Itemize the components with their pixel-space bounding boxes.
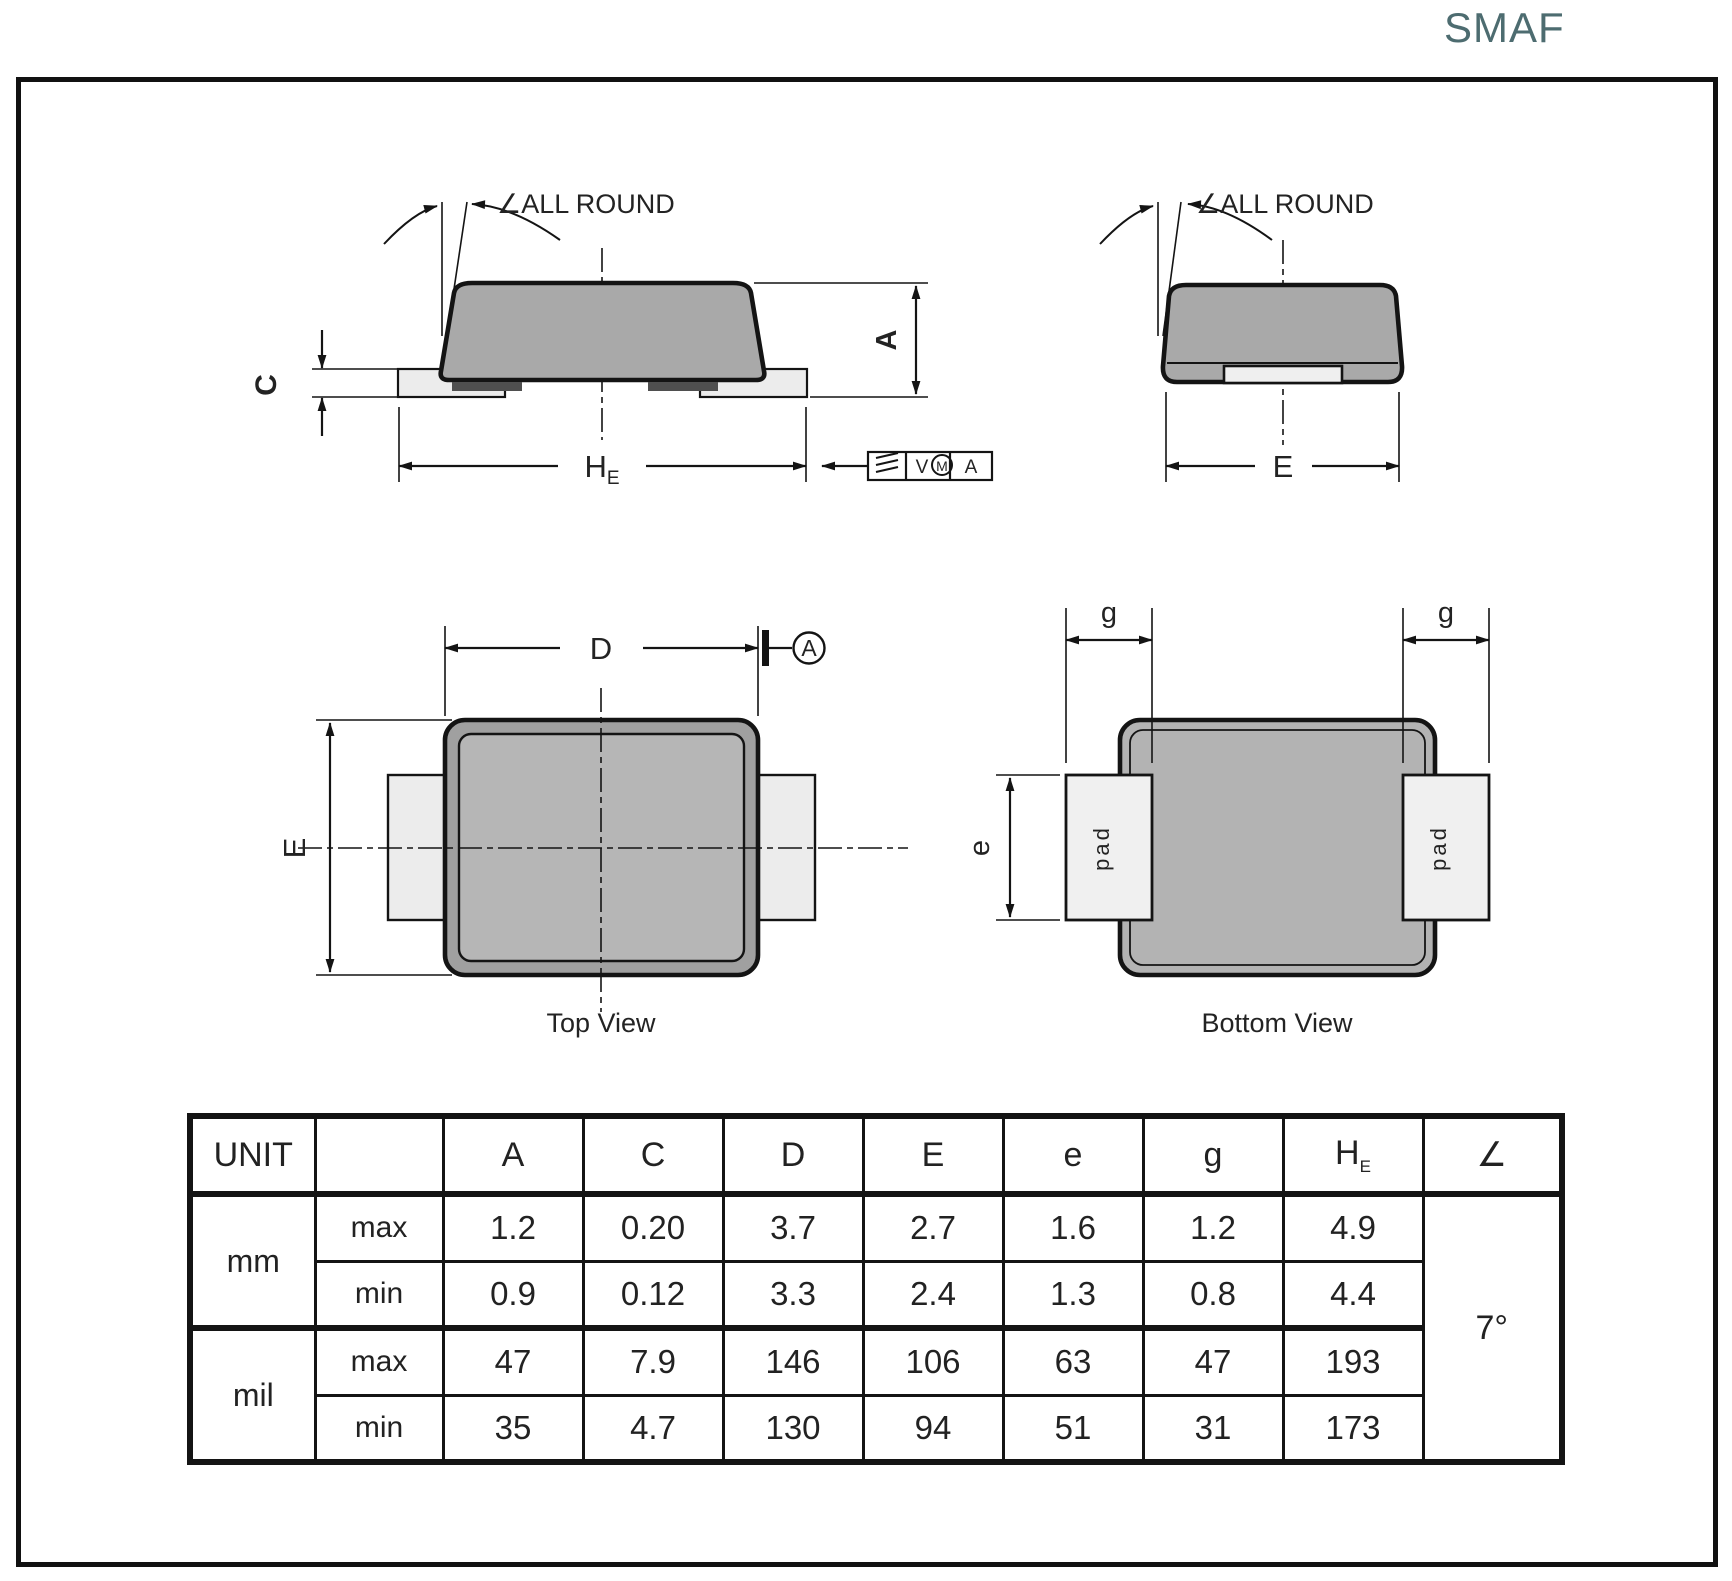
all-round-label-end: ∠ALL ROUND <box>1196 189 1374 219</box>
all-round-label-side: ∠ALL ROUND <box>497 189 675 219</box>
table-cell: 0.20 <box>583 1194 723 1261</box>
datum-bar <box>762 630 769 666</box>
table-cell: 173 <box>1283 1395 1423 1462</box>
table-cell: 3.7 <box>723 1194 863 1261</box>
table-header-e-cap: E <box>863 1116 1003 1194</box>
table-header-d: D <box>723 1116 863 1194</box>
dim-label-e-top: E <box>277 837 312 859</box>
page-title: SMAF <box>1444 4 1565 51</box>
table-cell: 2.7 <box>863 1194 1003 1261</box>
end-view-drawing <box>1100 202 1402 482</box>
table-limit-mm-min: min <box>315 1261 443 1328</box>
fcf-tolerance-label: V <box>915 457 929 478</box>
side-view-drawing <box>312 202 928 482</box>
table-unit-mil: mil <box>190 1328 315 1462</box>
table-cell: 0.8 <box>1143 1261 1283 1328</box>
table-cell: 7.9 <box>583 1328 723 1395</box>
table-header-e-low: e <box>1003 1116 1143 1194</box>
table-cell: 35 <box>443 1395 583 1462</box>
dim-label-c: C <box>250 374 283 396</box>
side-lead-foot-right <box>648 382 718 391</box>
table-cell: 94 <box>863 1395 1003 1462</box>
dim-label-d: D <box>589 631 613 666</box>
table-header-angle: ∠ <box>1423 1116 1562 1194</box>
dim-label-g-right: g <box>1437 597 1455 629</box>
dim-label-a: A <box>871 329 903 351</box>
bottom-package-body <box>1120 720 1435 975</box>
table-header-g: g <box>1143 1116 1283 1194</box>
table-cell: 4.7 <box>583 1395 723 1462</box>
table-cell: 31 <box>1143 1395 1283 1462</box>
table-limit-mil-max: max <box>315 1328 443 1395</box>
side-package-body <box>441 283 765 380</box>
table-cell: 4.9 <box>1283 1194 1423 1261</box>
table-header-blank <box>315 1116 443 1194</box>
table-cell: 1.6 <box>1003 1194 1143 1261</box>
top-view-drawing <box>298 626 908 1012</box>
table-cell: 130 <box>723 1395 863 1462</box>
dimension-table <box>187 1113 1565 1465</box>
bottom-view-drawing <box>996 608 1489 975</box>
table-cell: 4.4 <box>1283 1261 1423 1328</box>
table-angle-value: 7° <box>1423 1194 1562 1462</box>
pad-label-right: pad <box>1426 825 1451 871</box>
table-cell: 106 <box>863 1328 1003 1395</box>
table-cell: 146 <box>723 1328 863 1395</box>
table-header-unit: UNIT <box>190 1116 315 1194</box>
end-pad <box>1224 366 1342 383</box>
table-cell: 63 <box>1003 1328 1143 1395</box>
table-limit-mil-min: min <box>315 1395 443 1462</box>
side-lead-foot-left <box>452 382 522 391</box>
dim-label-g-left: g <box>1100 597 1118 629</box>
table-limit-mm-max: max <box>315 1194 443 1261</box>
table-cell: 2.4 <box>863 1261 1003 1328</box>
table-cell: 1.2 <box>443 1194 583 1261</box>
table-cell: 3.3 <box>723 1261 863 1328</box>
fcf-datum-label: A <box>964 457 978 478</box>
table-cell: 0.9 <box>443 1261 583 1328</box>
table-cell: 0.12 <box>583 1261 723 1328</box>
table-unit-mm: mm <box>190 1194 315 1328</box>
table-header-a: A <box>443 1116 583 1194</box>
table-cell: 193 <box>1283 1328 1423 1395</box>
table-cell: 47 <box>443 1328 583 1395</box>
fcf-modifier-label: M <box>936 458 948 474</box>
table-cell: 51 <box>1003 1395 1143 1462</box>
dim-label-e-bottom: e <box>964 839 996 857</box>
table-header-c: C <box>583 1116 723 1194</box>
top-view-label: Top View <box>546 1008 656 1038</box>
table-cell: 1.3 <box>1003 1261 1143 1328</box>
table-cell: 1.2 <box>1143 1194 1283 1261</box>
table-cell: 47 <box>1143 1328 1283 1395</box>
pad-label-left: pad <box>1089 825 1114 871</box>
dim-label-e-side: E <box>1272 449 1294 484</box>
datum-label: A <box>801 635 817 661</box>
table-header-he: $H_E$ <box>1283 1116 1423 1194</box>
bottom-view-label: Bottom View <box>1201 1008 1353 1038</box>
dim-label-he: $H_E$ <box>584 449 620 489</box>
